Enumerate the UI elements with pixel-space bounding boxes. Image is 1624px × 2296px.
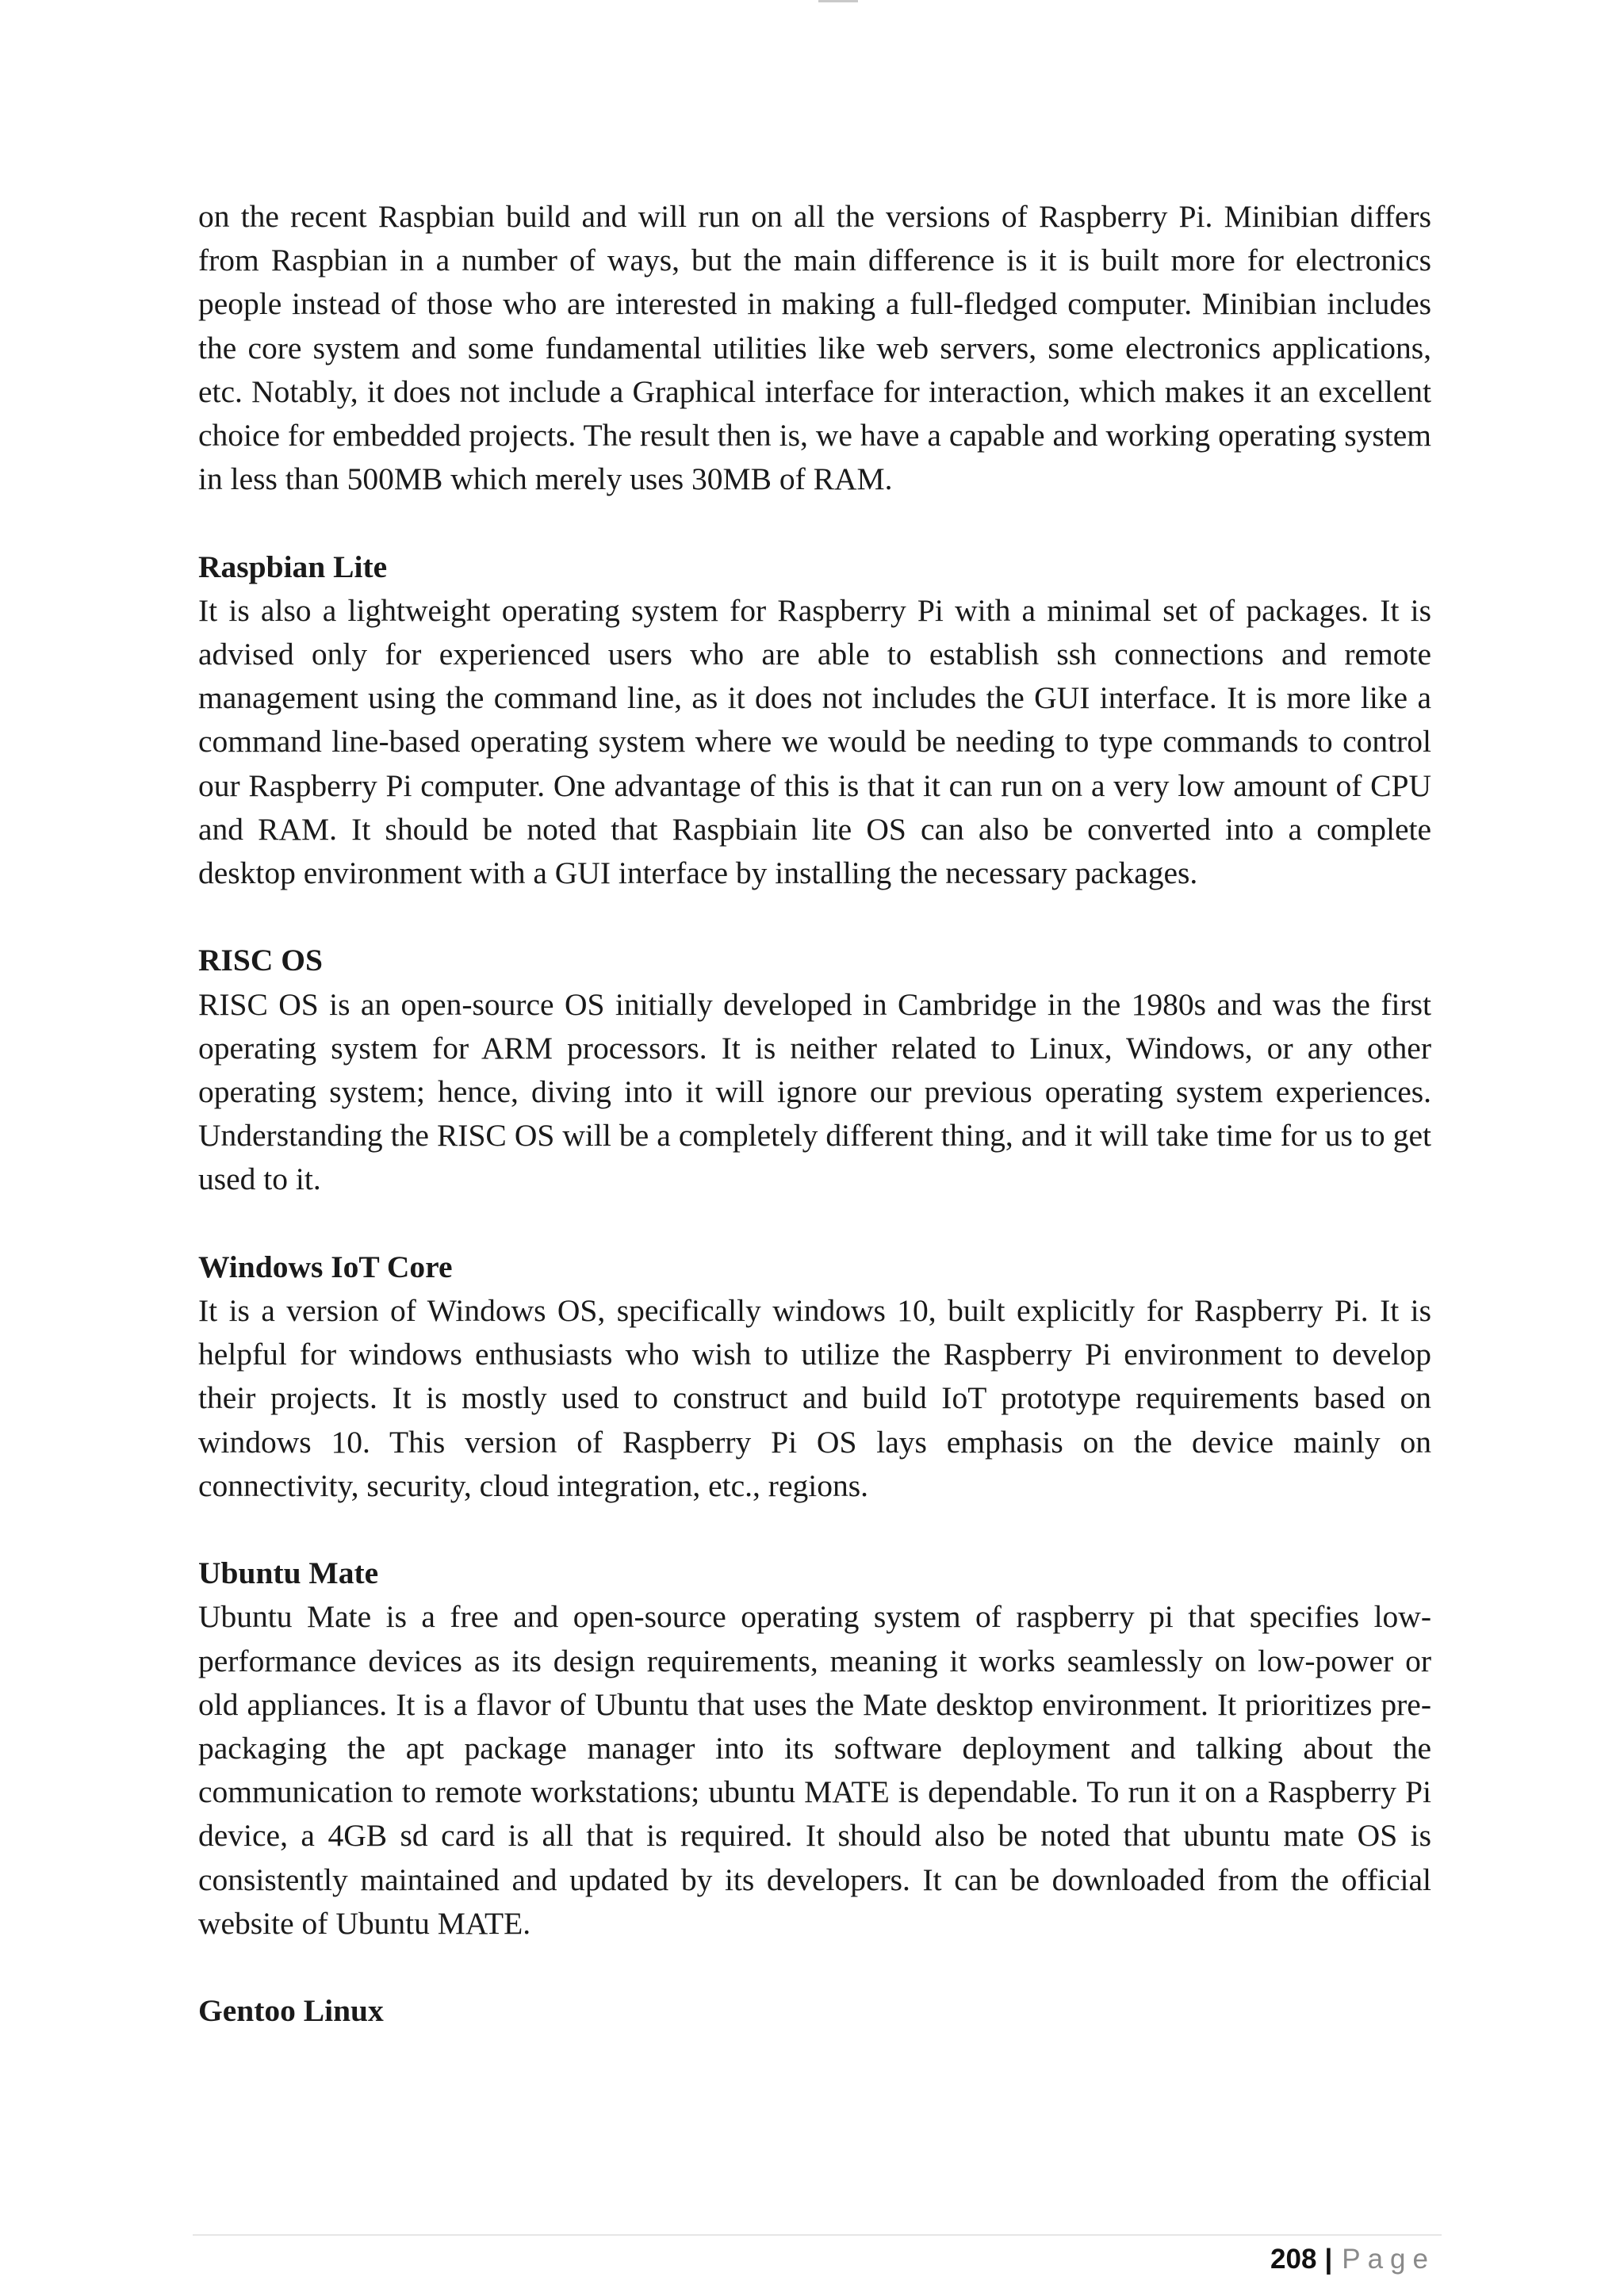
section-heading: Gentoo Linux bbox=[198, 1993, 384, 2029]
section-risc-os bbox=[198, 939, 1431, 1201]
section-ubuntu-mate bbox=[198, 1552, 1431, 1946]
section-body: It is also a lightweight operating system for Raspberry Pi with a minimal set of packages. It is advised only for experienced users who are able to establish ssh connections and remote management using the command line, as it does not includes the GUI interface. It is more like a command line-based operating system where we would be needing to type commands to control our Raspberry Pi computer. One advantage of this is that it can run on a very low amount of CPU and RAM. It should be noted that Raspbiain lite OS can also be converted into a complete desktop environment with a GUI interface by installing the necessary packages. bbox=[198, 592, 1431, 891]
section-gentoo-linux bbox=[198, 1989, 1431, 2033]
page-footer bbox=[1270, 2242, 1435, 2277]
section-heading: Ubuntu Mate bbox=[198, 1556, 379, 1591]
page-label: Page bbox=[1342, 2244, 1435, 2275]
footer-divider bbox=[193, 2234, 1442, 2236]
section-body: RISC OS is an open-source OS initially developed in Cambridge in the 1980s and was the first operating system for ARM processors. It is neither related to Linux, Windows, or any other operating system; hence, diving into it will ignore our previous operating system experiences. Understanding the RISC OS will be a completely different thing, and it will take time for us to get used to it. bbox=[198, 986, 1431, 1197]
page-number: 208 bbox=[1270, 2244, 1317, 2275]
section-raspbian-lite bbox=[198, 545, 1431, 896]
section-heading: Raspbian Lite bbox=[198, 549, 388, 584]
page-content bbox=[198, 195, 1431, 2033]
top-edge-mark bbox=[818, 0, 858, 2]
footer-separator: | bbox=[1324, 2244, 1333, 2275]
section-heading: Windows IoT Core bbox=[198, 1249, 453, 1284]
section-heading: RISC OS bbox=[198, 943, 323, 978]
intro-paragraph: on the recent Raspbian build and will run on all the versions of Raspberry Pi. Minibian differs from Raspbian in a number of ways, but the main difference is it is built more for electronics people instead of those who are interested in making a full-fledged computer. Minibian includes the core system and some fundamental utilities like web servers, some electronics applications, etc. Notably, it does not include a Graphical interface for interaction, which makes it an excellent choice for embedded projects. The result then is, we have a capable and working operating system in less than 500MB which merely uses 30MB of RAM. bbox=[198, 199, 1431, 497]
section-body: Ubuntu Mate is a free and open-source operating system of raspberry pi that specifies low-performance devices as its design requirements, meaning it works seamlessly on low-power or old appliances. It is a flavor of Ubuntu that uses the Mate desktop environment. It prioritizes pre-packaging the apt package manager into its software deployment and talking about the communication to remote workstations; ubuntu MATE is dependable. To run it on a Raspberry Pi device, a 4GB sd card is all that is required. It should also be noted that ubuntu mate OS is consistently maintained and updated by its developers. It can be downloaded from the official website of Ubuntu MATE. bbox=[198, 1599, 1431, 1941]
section-body: It is a version of Windows OS, specifically windows 10, built explicitly for Raspberry Pi. It is helpful for windows enthusiasts who wish to utilize the Raspberry Pi environment to develop their projects. It is mostly used to construct and build IoT prototype requirements based on windows 10. This version of Raspberry Pi OS lays emphasis on the device mainly on connectivity, security, cloud integration, etc., regions. bbox=[198, 1293, 1431, 1503]
section-windows-iot-core bbox=[198, 1246, 1431, 1508]
